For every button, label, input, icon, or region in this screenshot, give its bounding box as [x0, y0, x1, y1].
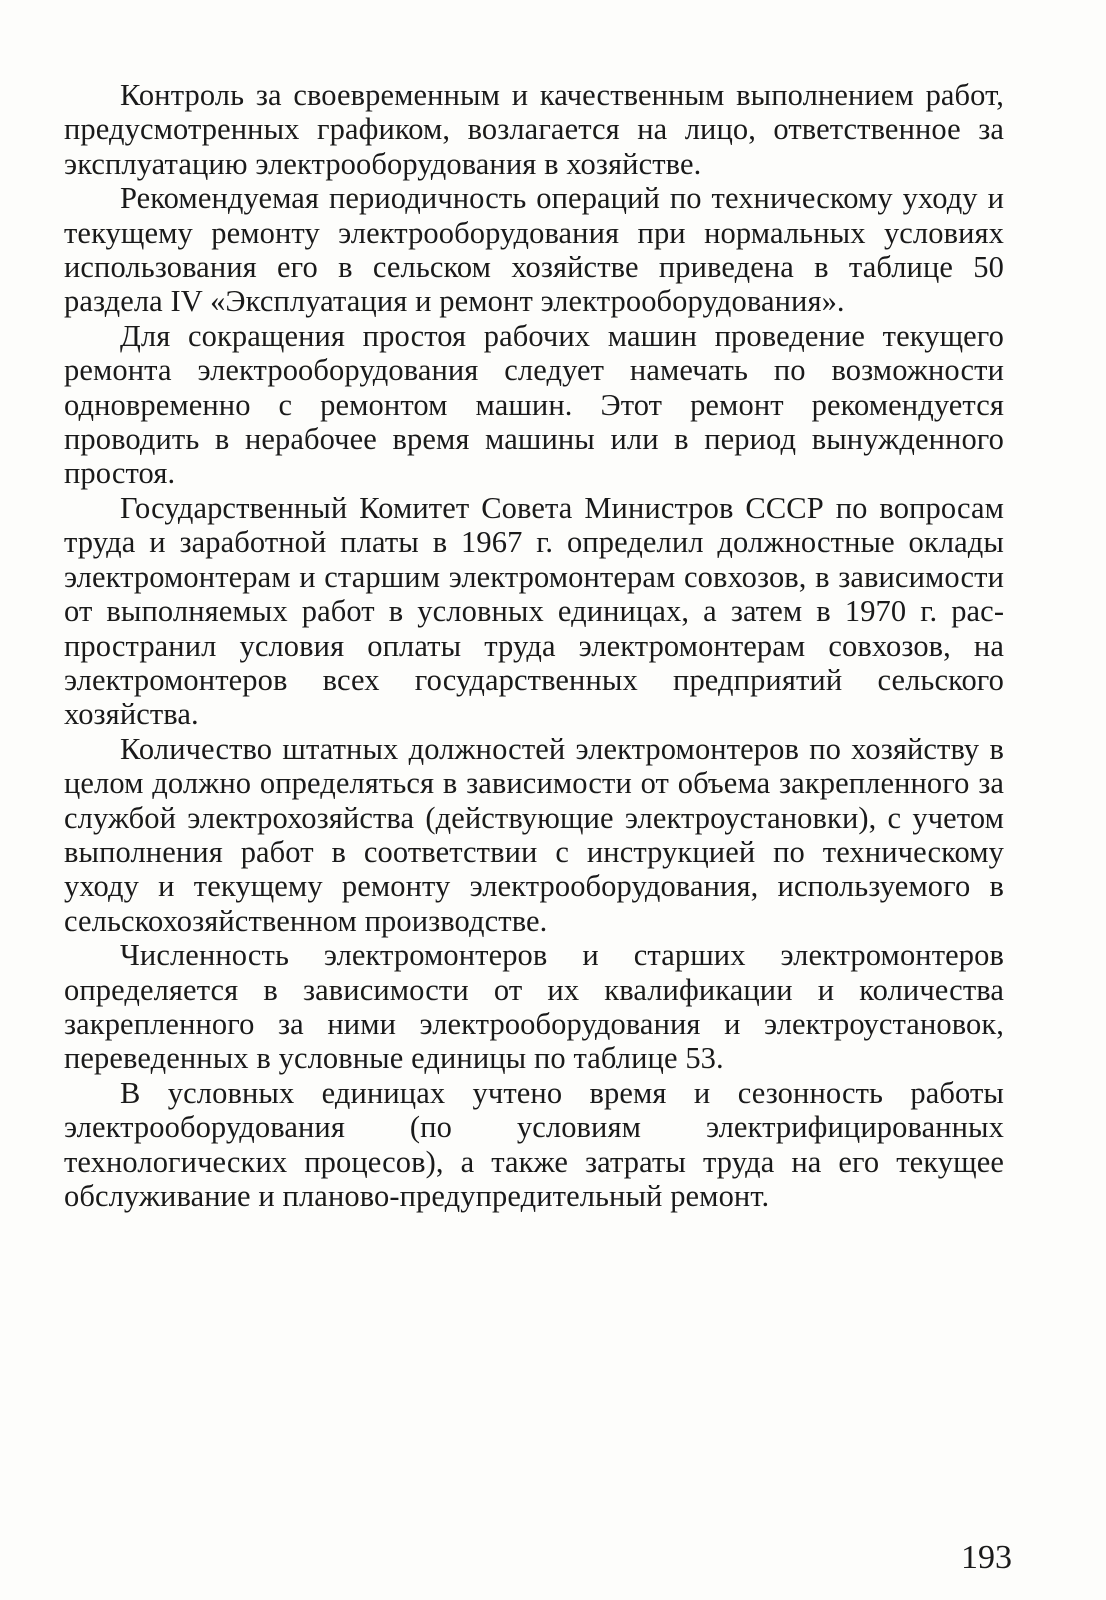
paragraph-3: Для сокращения простоя рабочих машин проведение текущего ремонта электрооборудования следует намечать по возможности одновременно с ремонтом машин. Этот ремонт рекомендуется проводить в нерабочее время машины или в период вынужденного простоя.	[64, 318, 1004, 491]
page-number: 193	[961, 1539, 1012, 1576]
paragraph-5: Количество штатных должностей электромонтеров по хозяйству в целом должно определяться в зависимости от объема закрепленного за службой электрохозяйства (действующие электроустановки), с учетом выполнения работ в соответствии с инструкцией по техническому уходу и текущему ремонту электрооборудования, используемого в сельскохозяйственном производстве.	[64, 731, 1004, 938]
body-text	[64, 78, 1004, 1213]
paragraph-6: Численность электромонтеров и старших электромонтеров определяется в зависимости от их квалификации и количества закрепленного за ними электрооборудования и электроустановок, переведенных в условные единицы по таблице 53.	[64, 938, 1004, 1076]
paragraph-4: Государственный Комитет Совета Министров СССР по вопросам труда и заработной платы в 1967 г. определил должностные оклады электромонтерам и старшим электромонтерам совхозов, в зависимости от выполняемых работ в условных единицах, а затем в 1970 г. распространил условия оплаты труда электромонтерам совхозов, на электромонтеров всех государственных предприятий сельского хозяйства.	[64, 490, 1004, 732]
paragraph-2: Рекомендуемая периодичность операций по техническому уходу и текущему ремонту электрооборудования при нормальных условиях использования его в сельском хозяйстве приведена в таблице 50 раздела IV «Эксплуатация и ремонт электрооборудования».	[64, 181, 1004, 319]
paragraph-1: Контроль за своевременным и качественным выполнением работ, предусмотренных графиком, возлагается на лицо, ответственное за эксплуатацию электрооборудования в хозяйстве.	[64, 78, 1004, 181]
paragraph-7: В условных единицах учтено время и сезонность работы электрооборудования (по условиям электрифицированных технологических процесов), а также затраты труда на его текущее обслуживание и планово-предупредительный ремонт.	[64, 1075, 1004, 1213]
